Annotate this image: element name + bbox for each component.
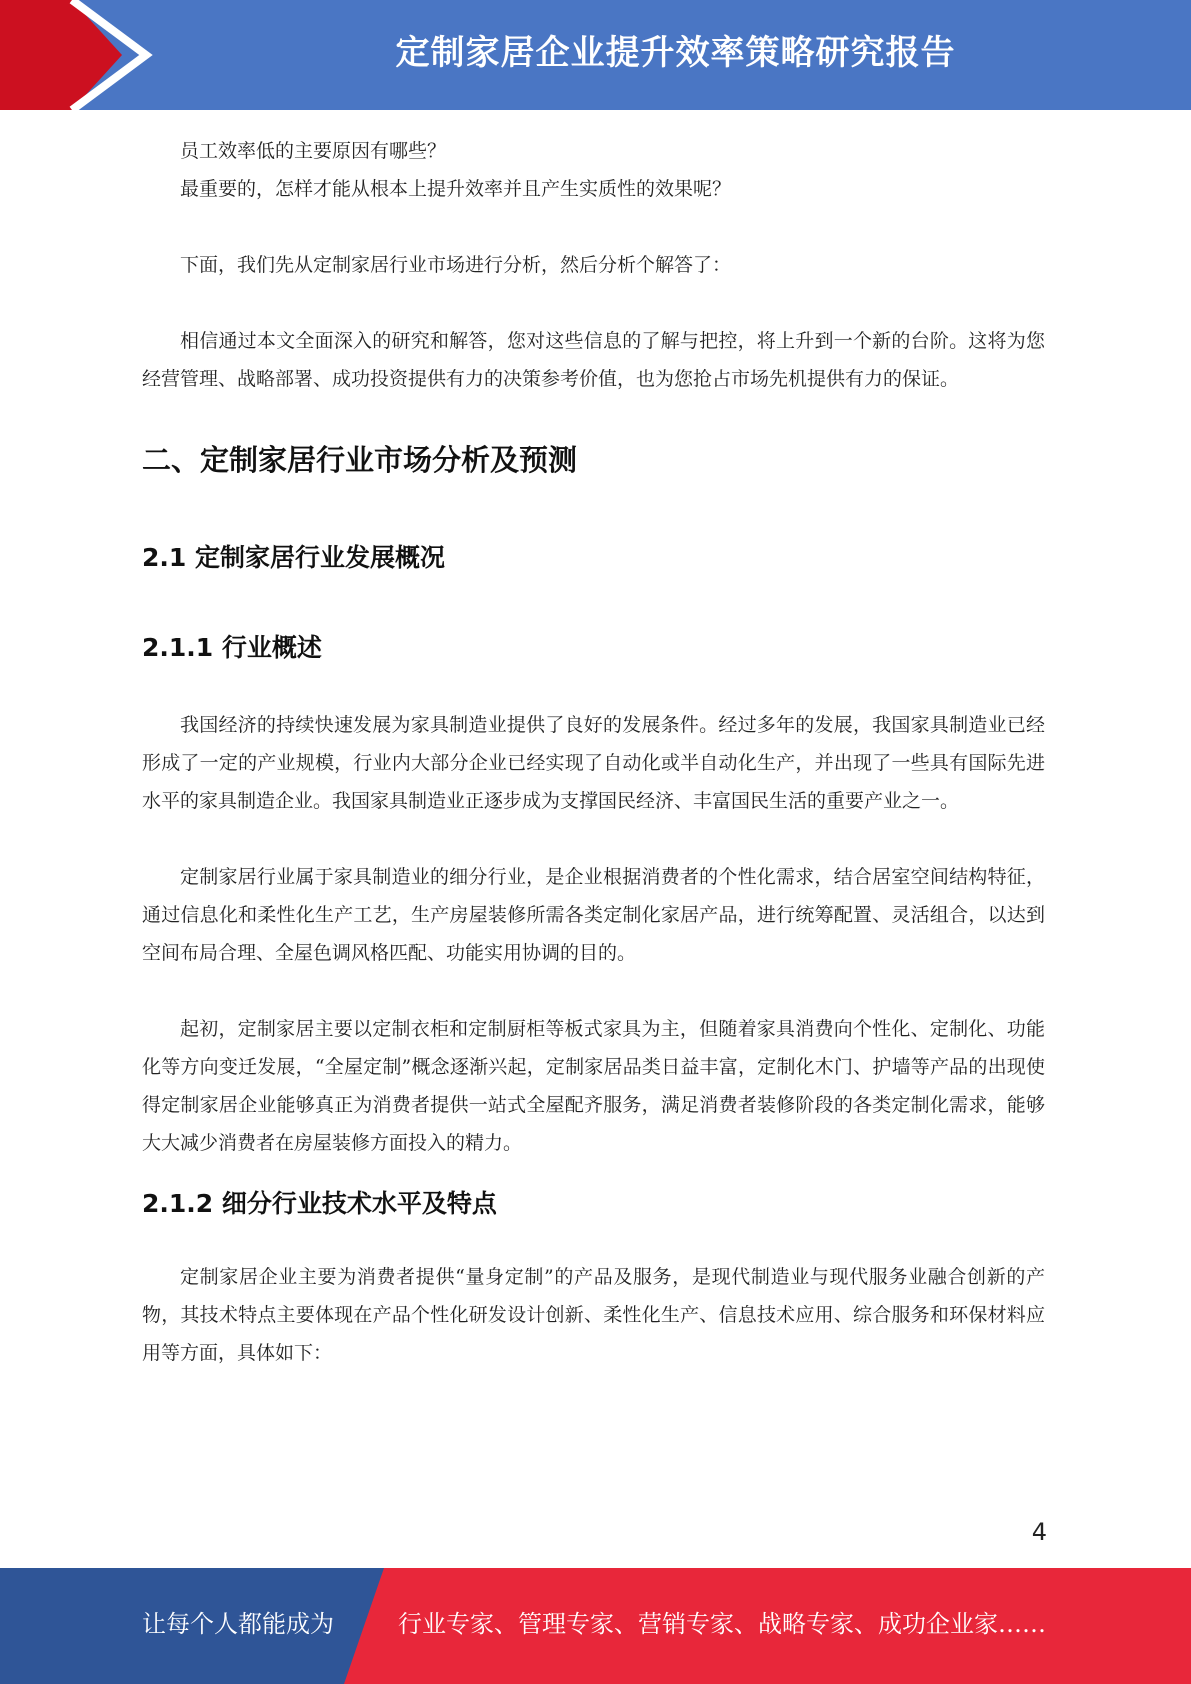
page-content [142,132,1045,1372]
report-title: 定制家居企业提升效率策略研究报告 [395,33,956,73]
page-number: 4 [1031,1518,1047,1546]
page-footer [0,1568,1191,1684]
page-header [0,0,1191,110]
body-paragraph: 定制家居行业属于家具制造业的细分行业，是企业根据消费者的个性化需求，结合居室空间结构特征，通过信息化和柔性化生产工艺，生产房屋装修所需各类定制化家居产品，进行统筹配置、灵活组合，以达到空间布局合理、全屋色调风格匹配、功能实用协调的目的。 [142,866,1045,964]
body-paragraph: 我国经济的持续快速发展为家具制造业提供了良好的发展条件。经过多年的发展，我国家具制造业已经形成了一定的产业规模，行业内大部分企业已经实现了自动化或半自动化生产，并出现了一些具有国际先进水平的家具制造企业。我国家具制造业正逐步成为支撑国民经济、丰富国民生活的重要产业之一。 [142,714,1045,812]
footer-slogan-right: 行业专家、管理专家、营销专家、战略专家、成功企业家…… [398,1610,1046,1638]
body-paragraph: 起初，定制家居主要以定制衣柜和定制厨柜等板式家具为主，但随着家具消费向个性化、定制化、功能化等方向变迁发展，“全屋定制”概念逐渐兴起，定制家居品类日益丰富，定制化木门、护墙等产品的出现使得定制家居企业能够真正为消费者提供一站式全屋配齐服务，满足消费者装修阶段的各类定制化需求，能够大大减少消费者在房屋装修方面投入的精力。 [142,1018,1045,1154]
footer-slogan-left: 让每个人都能成为 [142,1610,334,1638]
section-heading: 二、定制家居行业市场分析及预测 [142,443,578,477]
subsection-heading-2-1-1: 2.1.1 行业概述 [142,633,322,662]
subsection-heading-2-1: 2.1 定制家居行业发展概况 [142,543,445,572]
intro-paragraph-2: 相信通过本文全面深入的研究和解答，您对这些信息的了解与把控，将上升到一个新的台阶。这将为您经营管理、战略部署、成功投资提供有力的决策参考价值，也为您抢占市场先机提供有力的保证。 [142,330,1045,390]
intro-paragraph-1: 下面，我们先从定制家居行业市场进行分析，然后分析个解答了： [180,254,732,276]
intro-question-2: 最重要的，怎样才能从根本上提升效率并且产生实质性的效果呢？ [180,178,732,200]
subsection-heading-2-1-2: 2.1.2 细分行业技术水平及特点 [142,1189,497,1218]
intro-question-1: 员工效率低的主要原因有哪些？ [180,140,447,162]
body-paragraph: 定制家居企业主要为消费者提供“量身定制”的产品及服务，是现代制造业与现代服务业融合创新的产物，其技术特点主要体现在产品个性化研发设计创新、柔性化生产、信息技术应用、综合服务和环保材料应用等方面，具体如下： [142,1266,1045,1364]
header-arrow-decoration [0,0,160,110]
